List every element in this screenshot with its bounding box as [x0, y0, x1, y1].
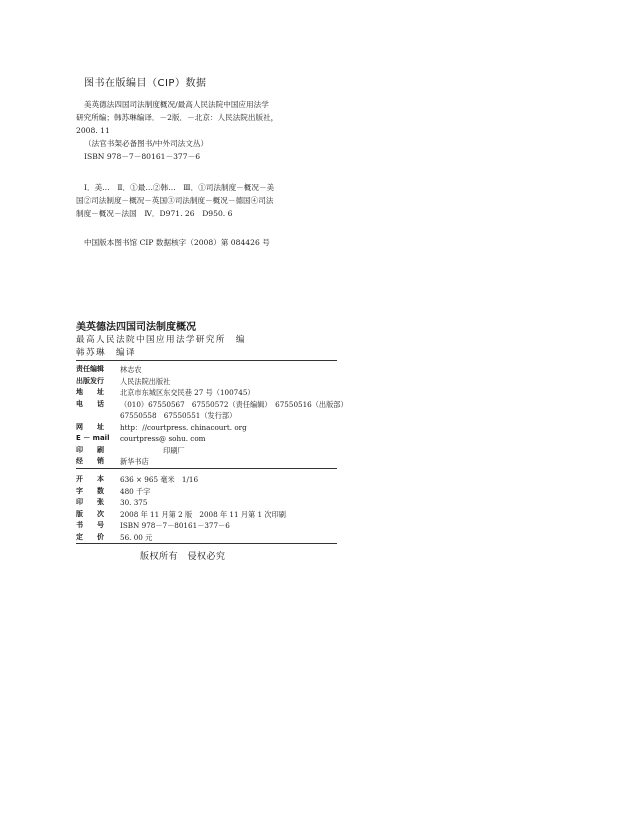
spec-value: ISBN 978－7－80161－377－6 [120, 521, 230, 530]
book-title: 美英德法四国司法制度概况 [76, 322, 196, 333]
info-value: 印刷厂 [120, 445, 185, 455]
cip-line: 研究所编；韩苏琳编译．－2版．－北京：人民法院出版社， [76, 113, 279, 122]
info-row [76, 445, 346, 457]
cip-line: （法官书架必备图书/中外司法文丛） [84, 139, 209, 148]
spec-row [76, 486, 346, 498]
spec-label: 书 号 [76, 521, 104, 529]
classification-line: Ⅰ．美… Ⅱ．①最…②韩… Ⅲ．①司法制度－概况－美 [84, 183, 275, 192]
info-row [76, 433, 346, 445]
spec-label: 版 次 [76, 509, 104, 518]
info-label: 印 刷 [76, 445, 104, 454]
info-row [76, 410, 346, 422]
rights-notice: 版权所有 侵权必究 [140, 552, 226, 562]
divider [76, 543, 337, 544]
info-row [76, 387, 346, 399]
spec-value: 2008 年 11 月第 2 版 2008 年 11 月第 1 次印刷 [120, 509, 286, 519]
cip-line: 2008. 11 [76, 126, 110, 135]
classification-line: 国②司法制度－概况－英国③司法制度－概况－德国④司法 [76, 196, 274, 205]
editor-line: 最高人民法院中国应用法学研究所 编 [76, 335, 246, 345]
spec-value: 56. 00 元 [120, 532, 153, 542]
info-row [76, 456, 346, 468]
translator-line: 韩苏琳 编译 [76, 348, 136, 358]
info-value: 人民法院出版社 [120, 376, 171, 386]
info-value: courtpress@ sohu. com [120, 434, 206, 443]
info-label: 网 址 [76, 422, 104, 431]
info-row [76, 364, 346, 376]
library-note: 中国版本图书馆 CIP 数据核字（2008）第 084426 号 [84, 238, 270, 247]
cip-line: 美英德法四国司法制度概况/最高人民法院中国应用法学 [84, 100, 269, 109]
spec-label: 印 张 [76, 498, 104, 506]
info-value: 林志农 [120, 365, 142, 374]
info-label: 责任编辑 [76, 365, 104, 373]
info-value: 新华书店 [120, 457, 149, 466]
spec-info [76, 474, 346, 543]
divider [76, 360, 337, 361]
info-value: http：//courtpress. chinacourt. org [120, 422, 247, 432]
spec-row [76, 474, 346, 486]
spec-value: 480 千字 [120, 486, 151, 496]
cip-description [76, 98, 278, 163]
info-label: 电 话 [76, 399, 104, 408]
spec-row [76, 509, 346, 521]
classification-line: 制度－概况－法国 Ⅳ．D971. 26 D950. 6 [76, 209, 233, 218]
info-row [76, 376, 346, 388]
info-label: 地 址 [76, 388, 104, 396]
info-row [76, 399, 346, 411]
spec-label: 字 数 [76, 486, 104, 495]
spec-value: 636 × 965 毫米 1/16 [120, 475, 199, 484]
info-value: 67550558 67550551（发行部） [120, 411, 237, 420]
info-value: 北京市东城区东交民巷 27 号（100745） [120, 388, 255, 397]
spec-label: 定 价 [76, 532, 104, 541]
spec-row [76, 532, 346, 544]
cip-title: 图书在版编目（CIP）数据 [84, 78, 207, 89]
spec-value: 30. 375 [120, 498, 148, 507]
cip-classification [76, 181, 274, 220]
info-label: 出版发行 [76, 376, 104, 385]
publication-info [76, 364, 346, 468]
info-value: （010）67550567 67550572（责任编辑） 67550516（出版部） [120, 399, 348, 409]
spec-row [76, 520, 346, 532]
cip-line: ISBN 978－7－80161－377－6 [84, 152, 201, 161]
info-label: E － mail [76, 434, 110, 442]
info-row [76, 422, 346, 434]
spec-row [76, 497, 346, 509]
info-label: 经 销 [76, 457, 104, 465]
divider [76, 468, 337, 469]
spec-label: 开 本 [76, 475, 104, 483]
